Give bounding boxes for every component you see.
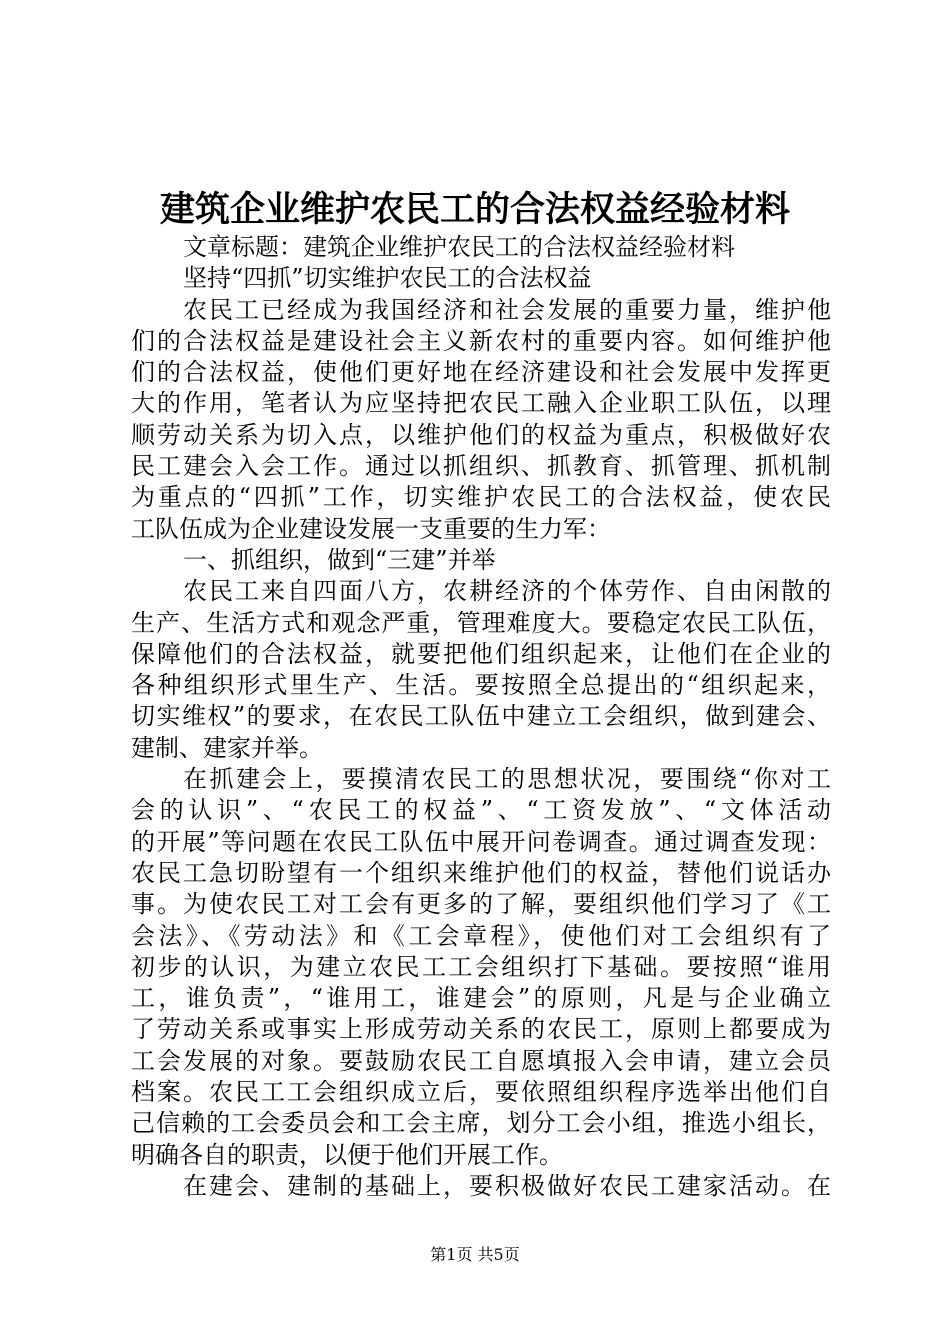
body-text-line: 保障他们的合法权益，就要把他们组织起来，让他们在企业的 bbox=[131, 639, 831, 668]
body-text-line: 一、抓组织，做到“三建”并举 bbox=[183, 545, 496, 574]
body-text-line: 生产、生活方式和观念严重，管理难度大。要稳定农民工队伍， bbox=[131, 608, 831, 637]
body-text-line: 顺劳动关系为切入点，以维护他们的权益为重点，积极做好农 bbox=[131, 420, 831, 449]
body-text-line: 明确各自的职责，以便于他们开展工作。 bbox=[131, 1140, 563, 1169]
body-text-line: 工，谁负责”，“谁用工，谁建会”的原则，凡是与企业确立 bbox=[131, 984, 831, 1013]
body-text-line: 文章标题：建筑企业维护农民工的合法权益经验材料 bbox=[183, 233, 735, 261]
page-footer: 第1页 共5页 bbox=[430, 1245, 520, 1264]
document-title: 建筑企业维护农民工的合法权益经验材料 bbox=[159, 189, 790, 230]
body-text-line: 己信赖的工会委员会和工会主席，划分工会小组，推选小组长， bbox=[131, 1109, 831, 1138]
document-body bbox=[131, 232, 831, 1202]
body-text-line: 事。为使农民工对工会有更多的了解，要组织他们学习了《工 bbox=[131, 890, 831, 919]
body-text-line: 各种组织形式里生产、生活。要按照全总提出的“组织起来， bbox=[131, 671, 831, 700]
body-text-line: 们的合法权益，使他们更好地在经济建设和社会发展中发挥更 bbox=[131, 358, 831, 387]
body-text-line: 在抓建会上，要摸清农民工的思想状况，要围绕“你对工 bbox=[183, 765, 831, 794]
body-text-line: 坚持“四抓”切实维护农民工的合法权益 bbox=[183, 264, 592, 293]
body-text-line: 大的作用，笔者认为应坚持把农民工融入企业职工队伍，以理 bbox=[131, 389, 831, 418]
body-text-line: 工会发展的对象。要鼓励农民工自愿填报入会申请，建立会员 bbox=[131, 1046, 831, 1075]
body-text-line: 了劳动关系或事实上形成劳动关系的农民工，原则上都要成为 bbox=[131, 1015, 831, 1044]
body-text-line: 农民工已经成为我国经济和社会发展的重要力量，维护他 bbox=[183, 295, 831, 324]
body-text-line: 农民工来自四面八方，农耕经济的个体劳作、自由闲散的 bbox=[183, 577, 831, 606]
body-text-line: 切实维权”的要求，在农民工队伍中建立工会组织，做到建会、 bbox=[131, 702, 831, 731]
body-text-line: 在建会、建制的基础上，要积极做好农民工建家活动。在 bbox=[183, 1171, 831, 1200]
body-text-line: 为重点的“四抓”工作，切实维护农民工的合法权益，使农民 bbox=[131, 483, 831, 512]
body-text-line: 民工建会入会工作。通过以抓组织、抓教育、抓管理、抓机制 bbox=[131, 452, 831, 481]
body-text-line: 会法》、《劳动法》和《工会章程》，使他们对工会组织有了 bbox=[131, 921, 831, 950]
body-text-line: 农民工急切盼望有一个组织来维护他们的权益，替他们说话办 bbox=[131, 858, 831, 887]
body-text-line: 工队伍成为企业建设发展一支重要的生力军： bbox=[131, 514, 611, 543]
body-text-line: 初步的认识，为建立农民工工会组织打下基础。要按照“谁用 bbox=[131, 952, 831, 981]
body-text-line: 们的合法权益是建设社会主义新农村的重要内容。如何维护他 bbox=[131, 326, 831, 355]
body-text-line: 档案。农民工工会组织成立后，要依照组织程序选举出他们自 bbox=[131, 1078, 831, 1107]
body-text-line: 的开展”等问题在农民工队伍中展开问卷调查。通过调查发现： bbox=[131, 827, 831, 856]
body-text-line: 建制、建家并举。 bbox=[131, 733, 323, 762]
body-text-line: 会的认识”、“农民工的权益”、“工资发放”、“文体活动 bbox=[131, 796, 831, 825]
